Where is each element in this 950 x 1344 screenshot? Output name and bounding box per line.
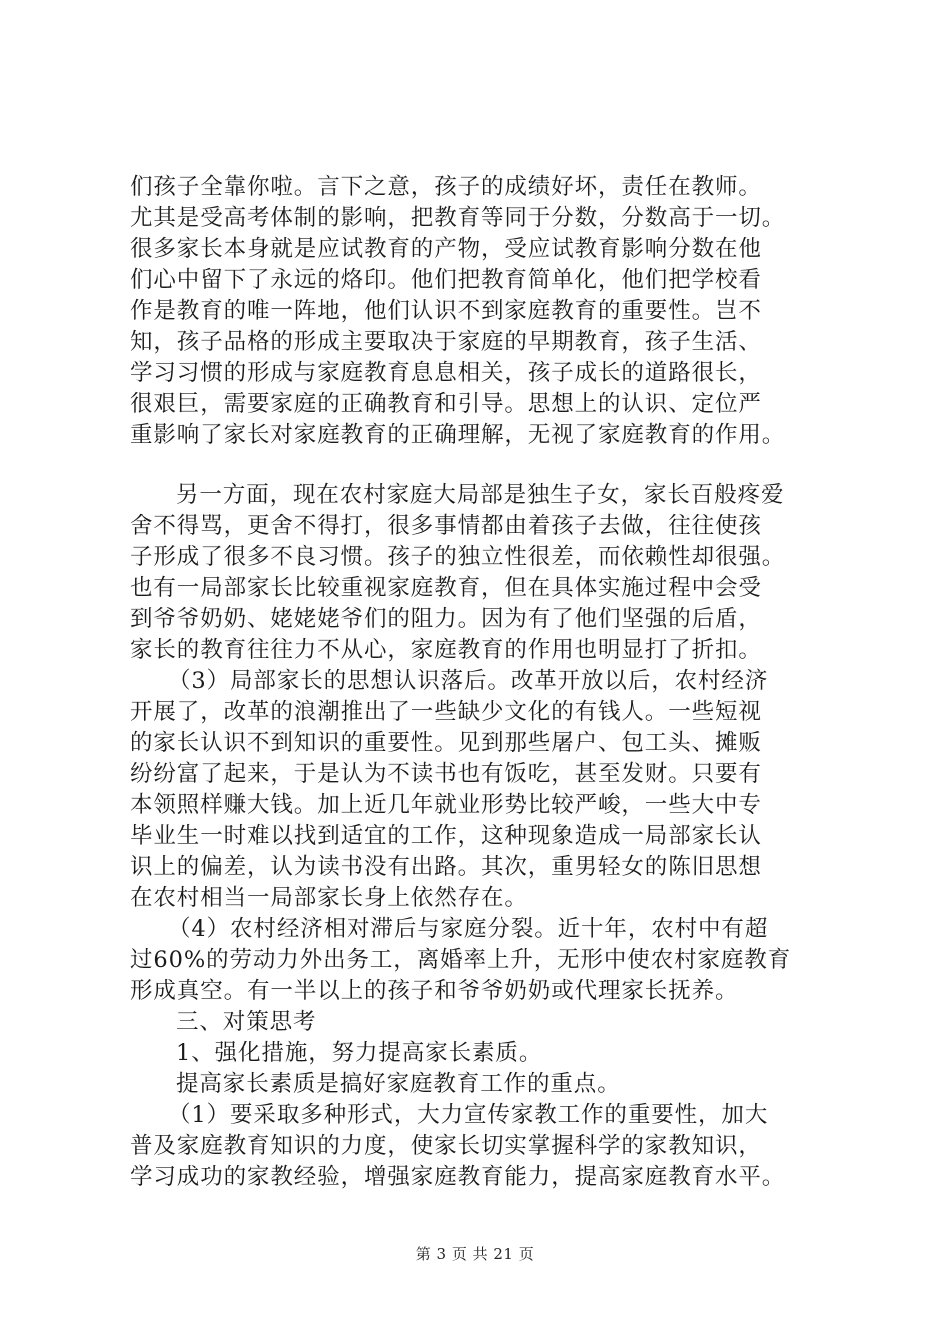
text-line: 很艰巨，需要家庭的正确教育和引导。思想上的认识、定位严	[130, 391, 762, 417]
text-line: 舍不得骂，更舍不得打，很多事情都由着孩子去做，往往使孩	[130, 513, 762, 539]
text-line: 的家长认识不到知识的重要性。见到那些屠户、包工头、摊贩	[130, 730, 762, 756]
text-line: 重影响了家长对家庭教育的正确理解，无视了家庭教育的作用。	[130, 422, 786, 448]
text-line: 尤其是受高考体制的影响，把教育等同于分数，分数高于一切。	[130, 205, 786, 231]
text-line: 子形成了很多不良习惯。孩子的独立性很差，而依赖性却很强。	[130, 544, 786, 570]
text-line: 识上的偏差，认为读书没有出路。其次，重男轻女的陈旧思想	[130, 854, 762, 880]
text-line: 提高家长素质是搞好家庭教育工作的重点。	[176, 1071, 621, 1097]
section-heading: 三、对策思考	[176, 1009, 317, 1035]
text-line: 过60%的劳动力外出务工，离婚率上升，无形中使农村家庭教育	[130, 947, 792, 973]
text-line: 们心中留下了永远的烙印。他们把教育简单化，他们把学校看	[130, 267, 762, 293]
text-line: 作是教育的唯一阵地，他们认识不到家庭教育的重要性。岂不	[130, 298, 762, 324]
text-line: （1）要采取多种形式，大力宣传家教工作的重要性，加大	[168, 1102, 769, 1128]
text-line: 普及家庭教育知识的力度，使家长切实掌握科学的家教知识，	[130, 1133, 762, 1159]
text-line: 也有一局部家长比较重视家庭教育，但在具体实施过程中会受	[130, 575, 762, 601]
text-line: 在农村相当一局部家长身上依然存在。	[130, 885, 528, 911]
paragraph-block-1	[130, 172, 830, 451]
text-line: 很多家长本身就是应试教育的产物，受应试教育影响分数在他	[130, 236, 762, 262]
text-line: 毕业生一时难以找到适宜的工作，这种现象造成一局部家长认	[130, 823, 762, 849]
text-line: 本领照样赚大钱。加上近几年就业形势比较严峻，一些大中专	[130, 792, 762, 818]
text-line: 纷纷富了起来，于是认为不读书也有饭吃，甚至发财。只要有	[130, 761, 762, 787]
text-line: 开展了，改革的浪潮推出了一些缺少文化的有钱人。一些短视	[130, 699, 762, 725]
text-line: 另一方面，现在农村家庭大局部是独生子女，家长百般疼爱	[176, 482, 785, 508]
text-line: 知，孩子品格的形成主要取决于家庭的早期教育，孩子生活、	[130, 329, 762, 355]
text-line: （3）局部家长的思想认识落后。改革开放以后，农村经济	[168, 668, 769, 694]
subsection-heading: 1、强化措施，努力提高家长素质。	[176, 1040, 543, 1066]
text-line: 们孩子全靠你啦。言下之意，孩子的成绩好坏，责任在教师。	[130, 174, 762, 200]
text-line: 学习成功的家教经验，增强家庭教育能力，提高家庭教育水平。	[130, 1164, 786, 1190]
text-line: （4）农村经济相对滞后与家庭分裂。近十年，农村中有超	[168, 916, 769, 942]
text-line: 形成真空。有一半以上的孩子和爷爷奶奶或代理家长抚养。	[130, 978, 739, 1004]
text-line: 学习习惯的形成与家庭教育息息相关，孩子成长的道路很长，	[130, 360, 762, 386]
page-number-footer: 第 3 页 共 21 页	[415, 1245, 535, 1263]
paragraph-block-2	[130, 480, 830, 1193]
text-line: 到爷爷奶奶、姥姥姥爷们的阻力。因为有了他们坚强的后盾，	[130, 606, 762, 632]
text-line: 家长的教育往往力不从心，家庭教育的作用也明显打了折扣。	[130, 637, 762, 663]
